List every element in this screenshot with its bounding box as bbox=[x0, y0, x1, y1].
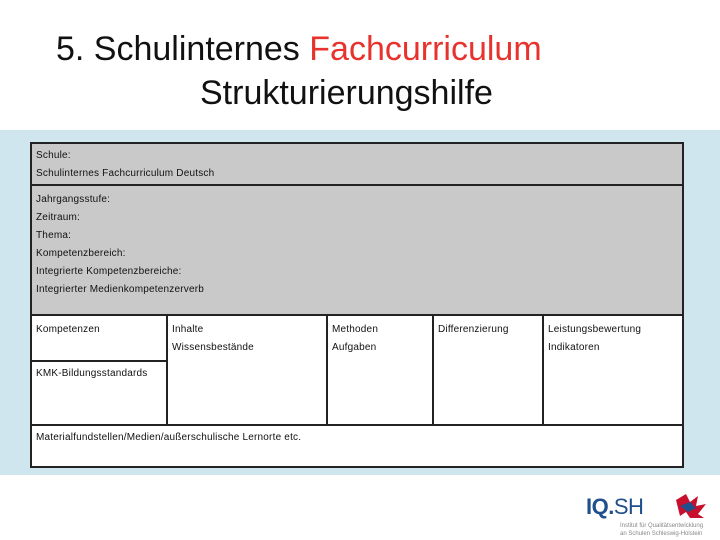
media-competence-label: Integrierter Medienkompetenzerverb bbox=[36, 284, 204, 295]
col-leistung-label: Leistungsbewertung bbox=[548, 324, 642, 335]
col-inhalte-label: Inhalte bbox=[172, 324, 204, 335]
col-aufgaben-label: Aufgaben bbox=[332, 342, 377, 353]
col-methoden-label: Methoden bbox=[332, 324, 379, 335]
header-box bbox=[31, 143, 683, 185]
iqsh-logo bbox=[586, 492, 716, 538]
competence-area-label: Kompetenzbereich: bbox=[36, 248, 126, 259]
col-inhalte bbox=[167, 315, 327, 425]
integrated-areas-label: Integrierte Kompetenzbereiche: bbox=[36, 266, 182, 277]
grade-label: Jahrgangsstufe: bbox=[36, 194, 111, 205]
kmk-label: KMK-Bildungsstandards bbox=[36, 368, 148, 379]
col-leistung bbox=[543, 315, 683, 425]
col-methoden bbox=[327, 315, 433, 425]
title-prefix: 5. Schulinternes bbox=[56, 30, 310, 68]
title-line-2: Strukturierungshilfe bbox=[200, 74, 493, 112]
col-diff-label: Differenzierung bbox=[438, 324, 509, 335]
period-label: Zeitraum: bbox=[36, 212, 81, 223]
col-differenzierung bbox=[433, 315, 543, 425]
title-highlight: Fachcurriculum bbox=[309, 30, 542, 68]
school-label: Schule: bbox=[36, 150, 71, 161]
logo-tagline-1: Institut für Qualitätsentwicklung bbox=[620, 523, 704, 529]
logo-brand-a: IQ. bbox=[586, 494, 614, 519]
col-indikatoren-label: Indikatoren bbox=[548, 342, 600, 353]
kmk-cell bbox=[31, 361, 167, 425]
col-kompetenzen bbox=[31, 315, 167, 361]
material-label: Materialfundstellen/Medien/außerschulische Lernorte etc. bbox=[36, 432, 302, 443]
logo-tagline-2: an Schulen Schleswig-Holstein bbox=[620, 531, 703, 537]
col-kompetenzen-label: Kompetenzen bbox=[36, 324, 100, 335]
logo-brand-b: SH bbox=[613, 494, 644, 519]
col-wissen-label: Wissensbestände bbox=[172, 342, 254, 353]
topic-label: Thema: bbox=[36, 230, 72, 241]
meta-box bbox=[31, 185, 683, 315]
curriculum-form bbox=[30, 142, 684, 468]
material-row bbox=[31, 425, 683, 467]
title-line-1 bbox=[56, 28, 542, 70]
subject-label: Schulinternes Fachcurriculum Deutsch bbox=[36, 168, 215, 179]
logo-text bbox=[586, 494, 643, 520]
